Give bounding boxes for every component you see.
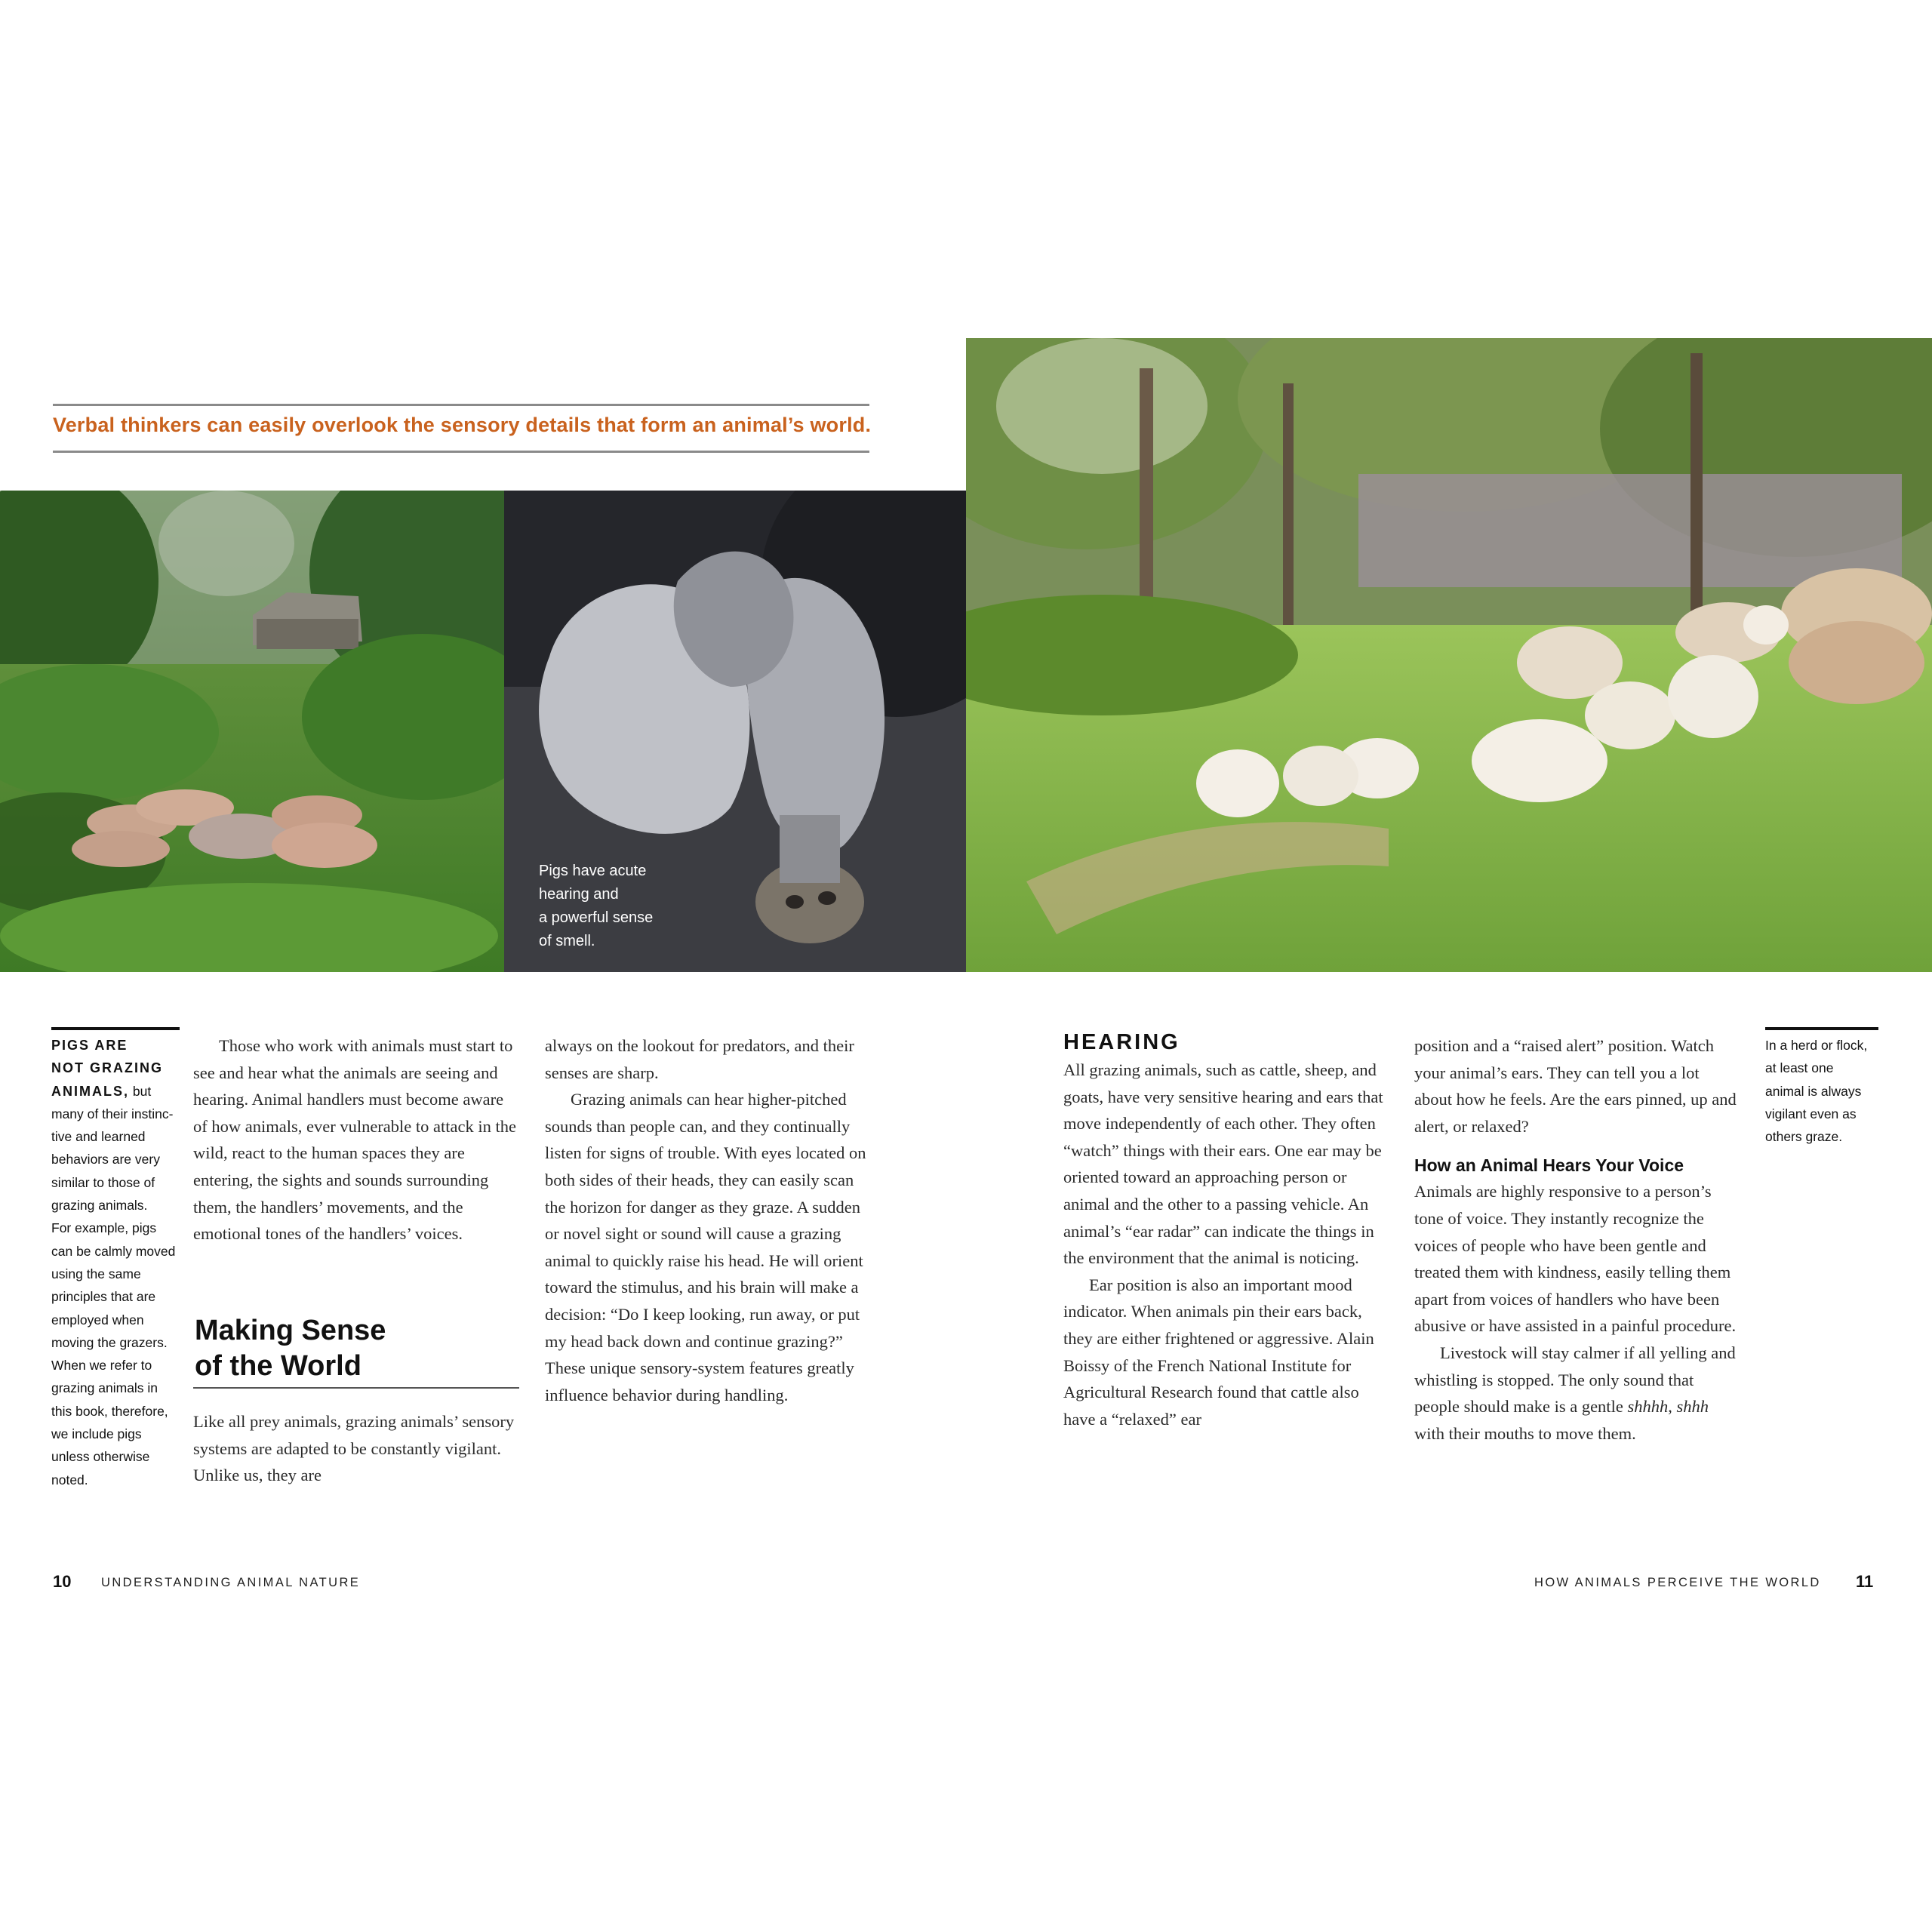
sidebar-lead-line: PIGS ARE — [51, 1038, 128, 1053]
sidebar-line: noted. — [51, 1472, 88, 1487]
body-paragraph: All grazing animals, such as cattle, sheep, and goats, have very sensitive hearing and ears that move independently of each other. They often “watch” things with their ears. One ear may be oriented toward an approaching person or animal and the other to a passing vehicle. An animal’s “ear radar” can indicate the things in the environment that the animal is noticing. — [1063, 1060, 1383, 1268]
body-column-1-continued — [193, 1408, 519, 1489]
body-column-1 — [193, 1032, 519, 1247]
sidebar-line: can be calmly moved — [51, 1243, 176, 1259]
pull-quote-top-rule — [53, 404, 869, 406]
sidebar-line: vigilant even as — [1765, 1106, 1857, 1121]
body-paragraph — [1414, 1340, 1740, 1447]
sidebar-line: moving the grazers. — [51, 1334, 168, 1350]
sidebar-line: grazing animals in — [51, 1380, 158, 1396]
sidebar-line: this book, therefore, — [51, 1403, 168, 1419]
sidebar-line: at least one — [1765, 1060, 1834, 1076]
sidebar-line: we include pigs — [51, 1426, 142, 1442]
heading-line: of the World — [195, 1350, 361, 1382]
pig-snout-caption — [539, 860, 690, 953]
sidebar-line: tive and learned — [51, 1129, 146, 1145]
heading-line: Making Sense — [195, 1315, 386, 1346]
body-text-emphasis: shhhh — [1627, 1397, 1669, 1417]
sidebar-line: animal is always — [1765, 1083, 1862, 1099]
body-column-2 — [545, 1032, 871, 1408]
section-heading-making-sense — [195, 1313, 519, 1384]
sidebar-lead-line: ANIMALS, — [51, 1083, 129, 1099]
body-column-3 — [1063, 1028, 1388, 1432]
sidebar-line: many of their instinc- — [51, 1106, 174, 1121]
sidebar-line: unless otherwise — [51, 1449, 150, 1465]
body-text: , — [1668, 1397, 1677, 1417]
body-paragraph: position and a “raised alert” position. Watch your animal’s ears. They can tell you a lot about how he feels. Are the ears pinned, up and alert, or relaxed? — [1414, 1036, 1737, 1136]
pull-quote-bottom-rule — [53, 451, 869, 453]
sidebar-left-rule — [51, 1027, 180, 1030]
sidebar-line: employed when — [51, 1312, 144, 1327]
sidebar-line: When we refer to — [51, 1358, 152, 1374]
section-heading-hearing: HEARING — [1063, 1030, 1180, 1054]
sidebar-left — [51, 1034, 191, 1491]
pigs-in-field-photo — [0, 491, 504, 972]
body-column-4 — [1414, 1032, 1740, 1447]
page-number-left: 10 — [53, 1572, 72, 1591]
sidebar-right-rule — [1765, 1027, 1878, 1030]
section-heading-rule — [193, 1387, 519, 1389]
page-number-right: 11 — [1856, 1572, 1874, 1591]
sidebar-line: In a herd or flock, — [1765, 1038, 1868, 1053]
body-text: Livestock will stay calmer if all yelling and whistling is stopped. The only sound that people should make is a gentle — [1414, 1343, 1736, 1417]
sidebar-line: others graze. — [1765, 1129, 1843, 1145]
sidebar-line: behaviors are very — [51, 1152, 160, 1168]
body-paragraph: Grazing animals can hear higher-pitched sounds than people can, and they continually listen for signs of trouble. With eyes located on both sides of their heads, they can easily scan the horizon for danger as they graze. A sudden or novel sight or sound will cause a grazing animal to quickly raise his head. He will orient toward the stimulus, and his brain will make a decision: “Do I keep looking, run away, or put my head back down and continue grazing?” These unique sensory-system features greatly influence behavior during handling. — [545, 1090, 866, 1404]
sheep-and-lambs-grazing-photo — [966, 338, 1932, 972]
subheading-how-an-animal-hears: How an Animal Hears Your Voice — [1414, 1155, 1684, 1176]
body-text-emphasis: shhh — [1676, 1397, 1709, 1417]
sidebar-line: principles that are — [51, 1289, 156, 1305]
sidebar-lead-tail: but — [129, 1083, 152, 1099]
caption-line: a powerful sense — [539, 909, 654, 926]
running-head-left: UNDERSTANDING ANIMAL NATURE — [101, 1576, 361, 1589]
sidebar-line: grazing animals. — [51, 1198, 148, 1214]
sidebar-line: similar to those of — [51, 1174, 155, 1190]
caption-line: Pigs have acute — [539, 863, 647, 879]
body-paragraph: Those who work with animals must start to see and hear what the animals are seeing and hearing. Animal handlers must become aware of how animals, ever vulnerable to attack in the wild, react to the human spaces they are entering, the sights and sounds surrounding them, the handlers’ movements, and the emotional tones of the handlers’ voices. — [193, 1036, 516, 1244]
sidebar-right — [1765, 1034, 1894, 1148]
caption-line: hearing and — [539, 886, 619, 903]
body-paragraph: Ear position is also an important mood indicator. When animals pin their ears back, they are either frightened or aggressive. Alain Boissy of the French National Institute for Agricultural Research found that cattle also have a “relaxed” ear — [1063, 1275, 1374, 1429]
sidebar-line: using the same — [51, 1266, 141, 1281]
caption-line: of smell. — [539, 933, 595, 949]
running-head-right: HOW ANIMALS PERCEIVE THE WORLD — [1534, 1576, 1821, 1589]
pull-quote: Verbal thinkers can easily overlook the sensory details that form an animal’s world. — [53, 414, 872, 436]
body-paragraph: always on the lookout for predators, and their senses are sharp. — [545, 1036, 854, 1082]
body-paragraph: Like all prey animals, grazing animals’ sensory systems are adapted to be constantly vigilant. Unlike us, they are — [193, 1412, 515, 1485]
body-paragraph: Animals are highly responsive to a person’s tone of voice. They instantly recognize the voices of people who have been gentle and treated them with kindness, easily telling them apart from voices of handlers who have been abusive or have assisted in a painful procedure. — [1414, 1182, 1737, 1336]
sidebar-line: For example, pigs — [51, 1220, 157, 1236]
sidebar-lead-line: NOT GRAZING — [51, 1060, 163, 1076]
body-text: with their mouths to move them. — [1414, 1423, 1636, 1443]
